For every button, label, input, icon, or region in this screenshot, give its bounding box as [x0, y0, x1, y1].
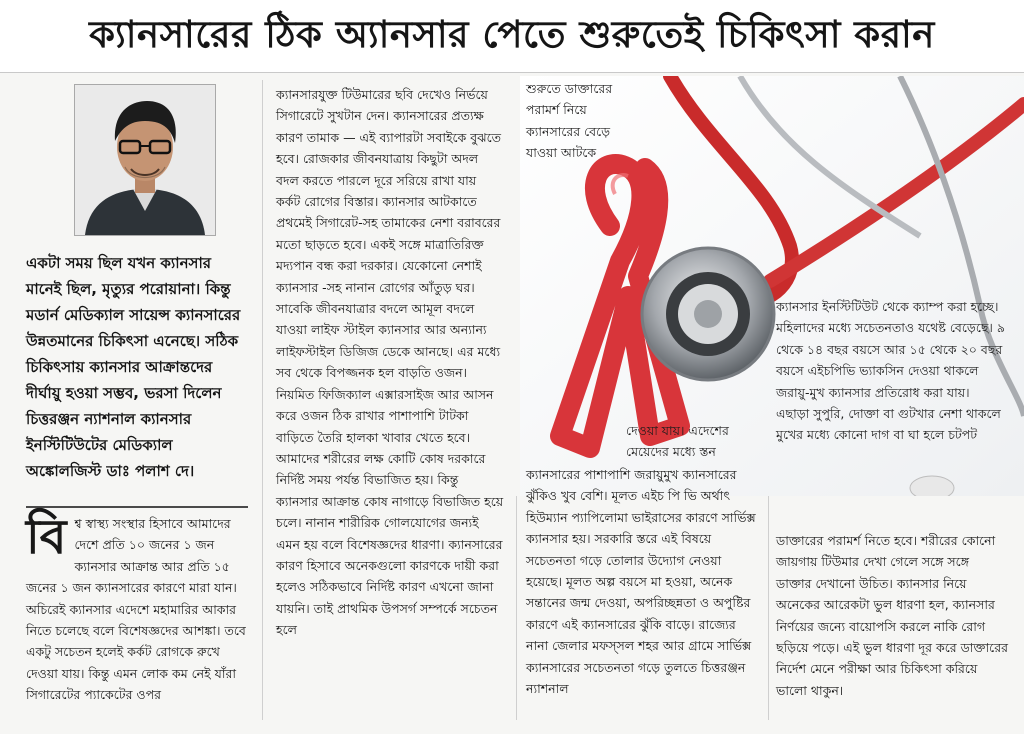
article-headline: ক্যানসারের ঠিক অ্যানসার পেতে শুরুতেই চিকিৎসা করান: [89, 12, 935, 56]
doctor-portrait-image: [75, 85, 215, 235]
column-rule: [768, 496, 769, 720]
column-1-body: [26, 509, 248, 706]
column-3-mid-text: দেওয়া যায়। এদেশের মেয়েদের মধ্যে স্তন: [626, 423, 729, 460]
drop-cap: বি: [26, 509, 67, 565]
column-3-top-text: শুরুতে ডাক্তারের পরামর্শ নিয়ে ক্যানসারের বেড়ে যাওয়া আটকে: [526, 81, 613, 161]
column-4-top-text: ক্যানসার ইনস্টিটিউট থেকে ক্যাম্প করা হচ্ছে। মহিলাদের মধ্যে সচেতনতাও যথেষ্ট বেড়েছে। ৯ থেকে ১৪ বছর বয়সে আর ১৫ থেকে ২০ বছর বয়সে এইচপিভি ভ্যাকসিন দেওয়া থাকলে জরায়ু-মুখ ক্যানসার প্রতিরোধ করা যায়। এছাড়া সুপুরি, দোক্তা বা গুটখার নেশা থাকলে মুখের মধ্যে কোনো দাগ বা ঘা হলে চটপট: [776, 299, 1005, 443]
lede-divider: [26, 506, 248, 508]
article-lede: একটা সময় ছিল যখন ক্যানসার মানেই ছিল, মৃত্যুর পরোয়ানা। কিন্তু মডার্ন মেডিক্যাল সায়েন্স ক্যানসারের উন্নতমানের চিকিৎসা এনেছে। সঠিক চিকিৎসায় ক্যানসার আক্রান্তদের দীর্ঘায়ু হওয়া সম্ভব, ভরসা দিলেন চিত্তরঞ্জন ন্যাশনাল ক্যানসার ইনস্টিটিউটের মেডিক্যাল অঙ্কোলজিস্ট ডাঃ পলাশ দে।: [26, 254, 241, 480]
column-4-body: ডাক্তারের পরামর্শ নিতে হবে। শরীরের কোনো জায়গায় টিউমার দেখা গেলে সঙ্গে সঙ্গে ডাক্তার দেখানো উচিত। ক্যানসার নিয়ে অনেকের আরেকটা ভুল ধারণা হল, ক্যানসার নির্ণয়ের জন্যে বায়োপসি করলে নাকি রোগ ছড়িয়ে পড়ে। এই ভুল ধারণা দূর করে ডাক্তারের নির্দেশ মেনে পরীক্ষা আর চিকিৎসা করিয়ে ভালো থাকুন।: [776, 533, 1008, 698]
column-rule: [516, 496, 517, 720]
column-rule: [262, 80, 263, 720]
column-2-body: ক্যানসারযুক্ত টিউমারের ছবি দেখেও নির্ভয়ে সিগারেটে সুখটান দেন। ক্যানসারের প্রত্যক্ষ কারণ তামাক — এই ব্যাপারটা সবাইকে বুঝতে হবে। রোজকার জীবনযাত্রায় কিছুটা অদল বদল করতে পারলে দূরে সরিয়ে রাখা যায় কর্কট রোগের বিস্তার। ক্যানসার আটকাতে প্রথমেই সিগারেট-সহ তামাকের নেশা বরাবরের মতো ছাড়তে হবে। একই সঙ্গে মাত্রাতিরিক্ত মদ্যপান বন্ধ করা দরকার। যেকোনো নেশাই ক্যানসার -সহ নানান রোগের আঁতুড় ঘর। সাবেকি জীবনযাত্রার বদলে আমূল বদলে যাওয়া লাইফ স্টাইল ক্যানসার আর অন্যান্য লাইফস্টাইল ডিজিজ ডেকে আনছে। এর মধ্যে সব থেকে বিপজ্জনক হল বাড়তি ওজন। নিয়মিত ফিজিক্যাল এক্সারসাইজ আর আসন করে ওজন ঠিক রাখার পাশাপাশি টাটকা বাড়িতে তৈরি হালকা খাবার খেতে হবে। আমাদের শরীরের লক্ষ কোটি কোষ দরকারে নির্দিষ্ট সময় পর্যন্ত বিভাজিত হয়। কিন্তু ক্যানসার আক্রান্ত কোষ নাগাড়ে বিভাজিত হয়ে চলে। নানান শারীরিক গোলযোগের জন্যই এমন হয় বলে বিশেষজ্ঞদের ধারণা। ক্যানসারের কারণ হিসাবে অনেকগুলো কারণকে দায়ী করা হলেও সঠিকভাবে নির্দিষ্ট কারণ এখনো জানা যায়নি। তাই প্রাথমিক উপসর্গ সম্পর্কে সচেতন হলে: [276, 87, 504, 638]
column-1-text: শ্ব স্বাস্থ্য সংস্থার হিসাবে আমাদের দেশে প্রতি ১০ জনের ১ জন ক্যানসার আক্রান্ত আর প্রতি ১৫ জনের ১ জন ক্যানসারের কারণে মারা যান। অচিরেই ক্যানসার এদেশে মহামারির আকার নিতে চলেছে বলে বিশেষজ্ঞদের আশঙ্কা। তবে একটু সচেতন হলেই কর্কট রোগকে রুখে দেওয়া যায়। কিন্তু এমন লোক কম নেই যাঁরা সিগারেটের প্যাকেটের ওপর: [26, 516, 246, 703]
doctor-portrait: [74, 84, 216, 236]
headline-banner: [0, 0, 1024, 73]
column-3-body: ক্যানসারের পাশাপাশি জরায়ুমুখ ক্যানসারের ঝুঁকিও খুব বেশি। মূলত এইচ পি ভি অর্থাৎ হিউম্যান প্যাপিলোমা ভাইরাসের কারণে সার্ভিক্স ক্যানসার হয়। সরকারি স্তরে এই বিষয়ে সচেতনতা গড়ে তোলার উদ্যোগ নেওয়া হয়েছে। মূলত অল্প বয়সে মা হওয়া, অনেক সন্তানের জন্ম দেওয়া, অপরিচ্ছন্নতা ও অপুষ্টির কারণে এই ক্যানসারের ঝুঁকি বাড়ে। রাজ্যের নানা জেলার মফস্সল শহর আর গ্রামে সার্ভিক্স ক্যানসারের সচেতনতা গড়ে তুলতে চিত্তরঞ্জন ন্যাশনাল: [526, 467, 756, 697]
